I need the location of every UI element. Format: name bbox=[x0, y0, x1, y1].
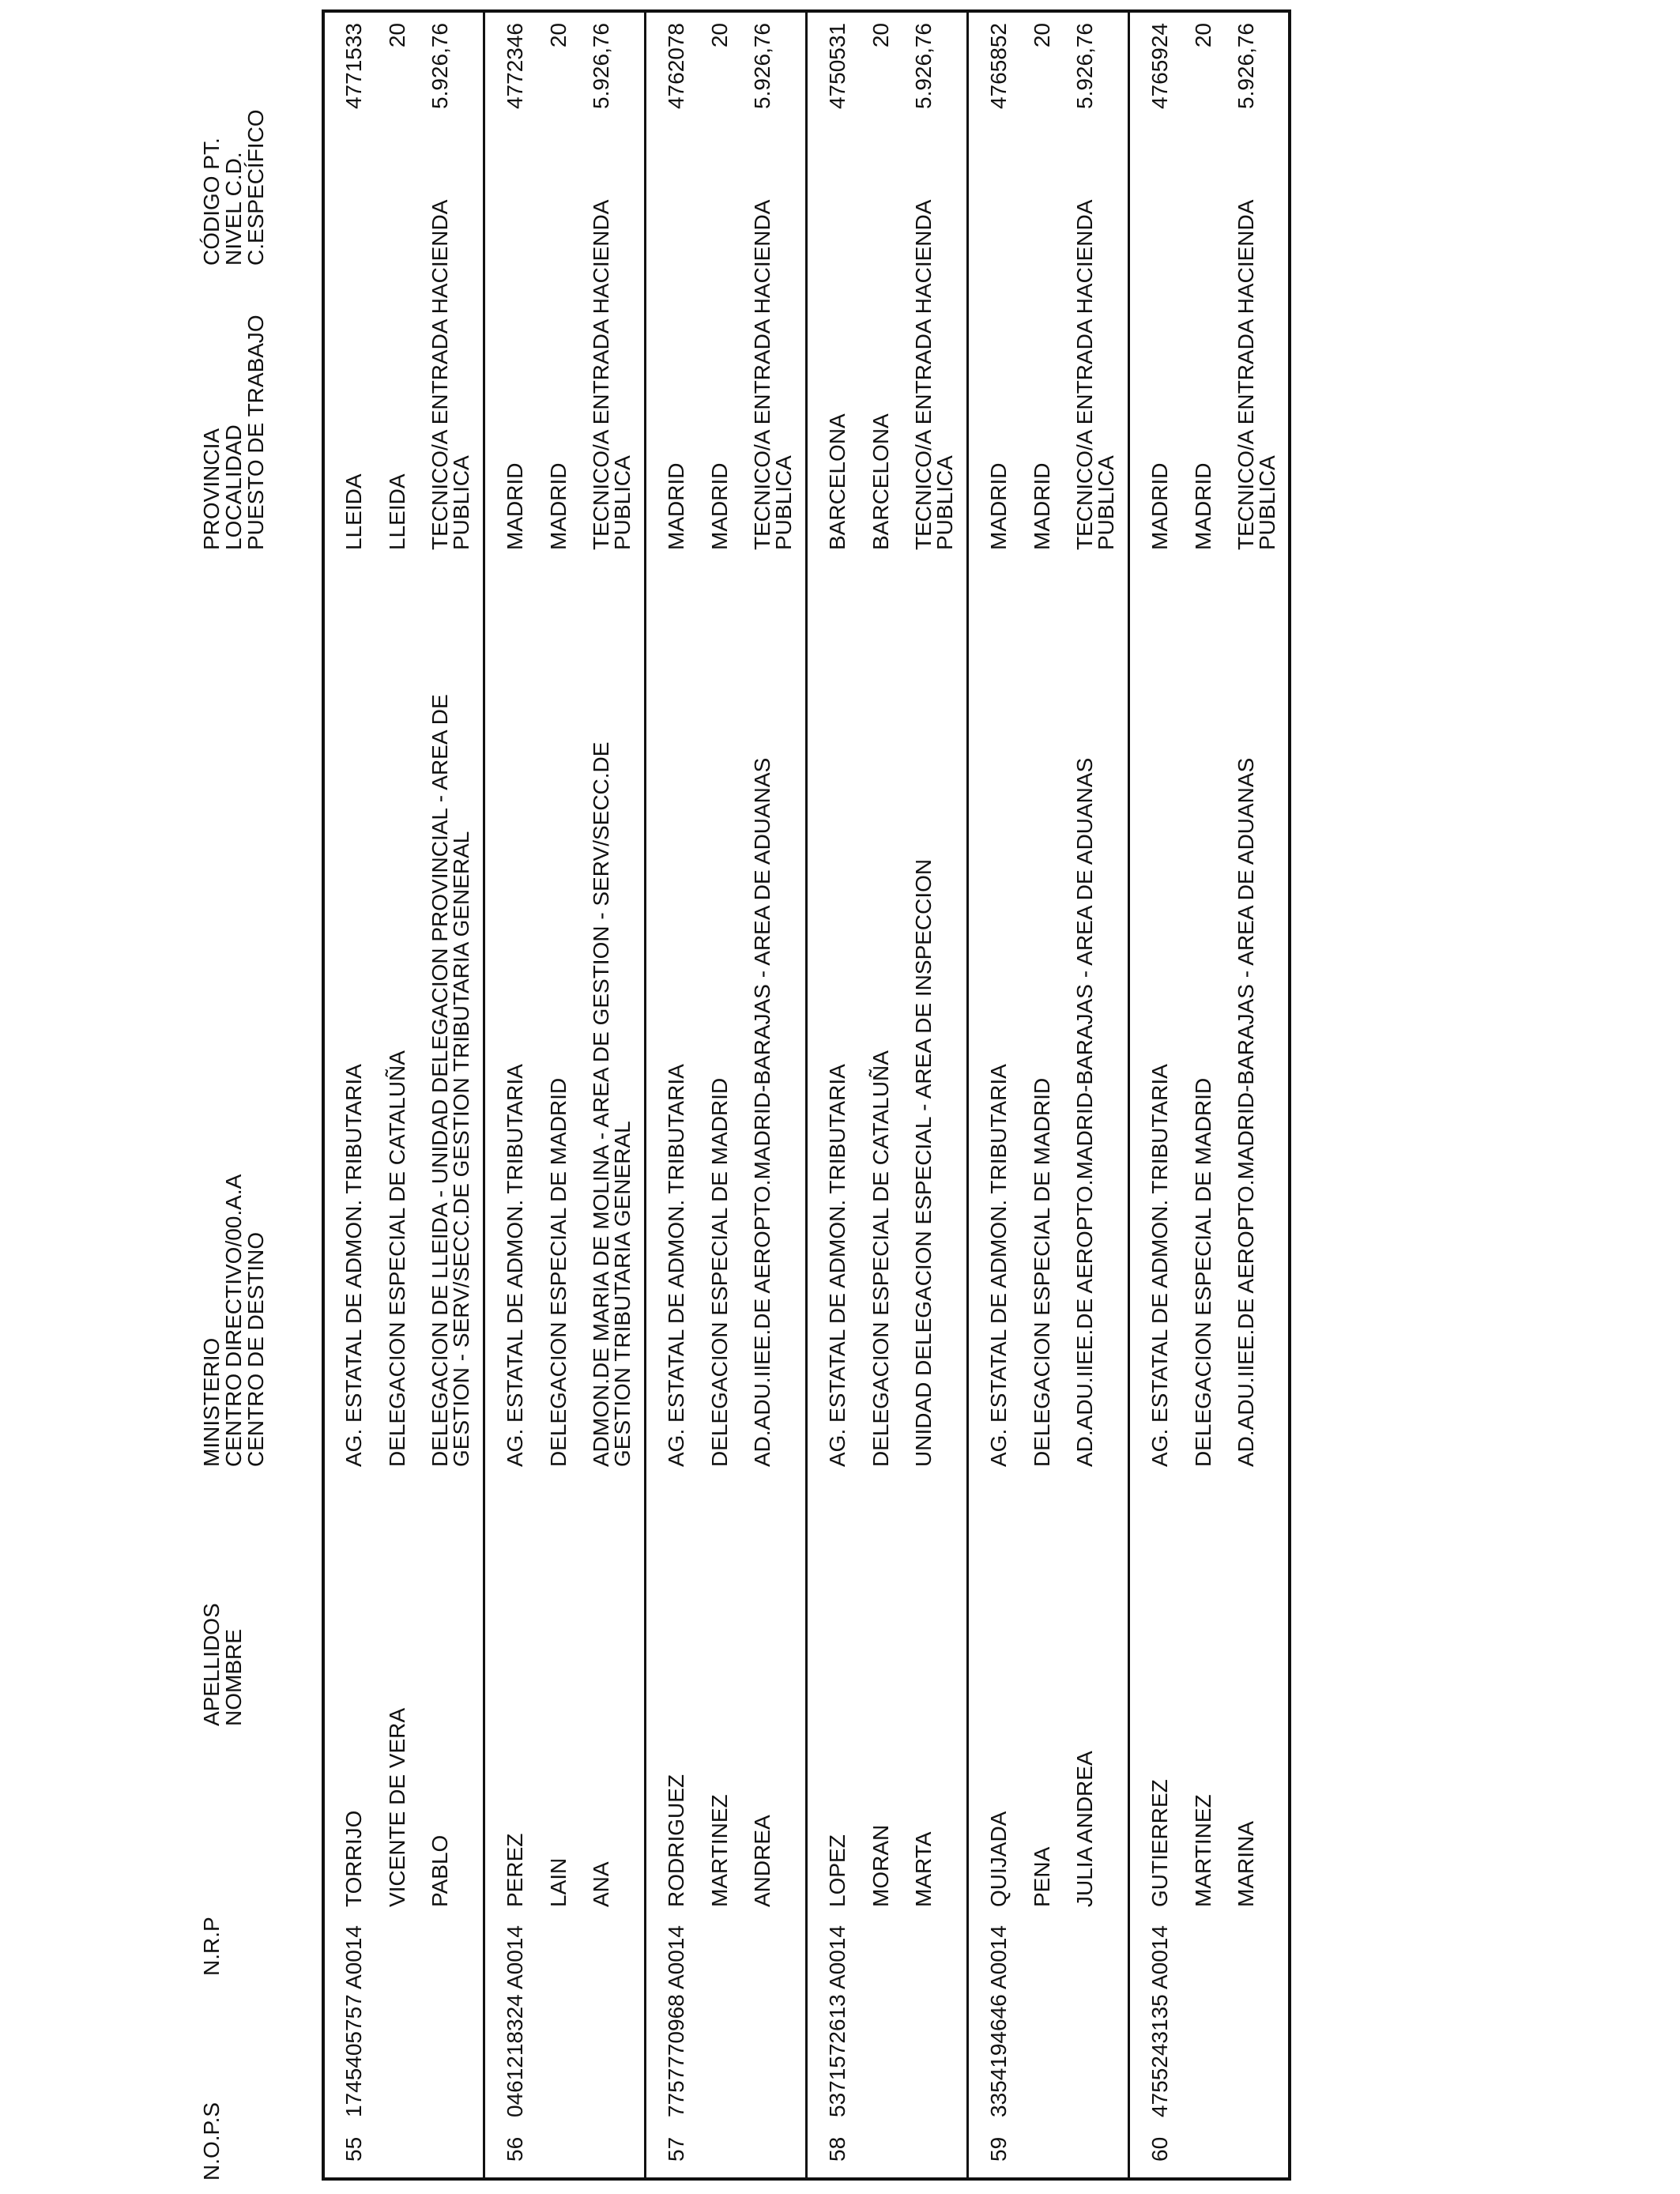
nops-cell: 60 bbox=[1147, 2136, 1172, 2162]
nrp-cell: 0461218324 A0014 bbox=[503, 1925, 527, 2117]
puesto-line1: TECNICO/A ENTRADA HACIENDA bbox=[1234, 199, 1258, 550]
especifico-cell: 5.926,76 bbox=[1234, 23, 1258, 109]
nops-cell: 58 bbox=[825, 2136, 849, 2162]
nombre-cell: PABLO bbox=[428, 1834, 452, 1907]
centro-directivo-cell: DELEGACION ESPECIAL DE MADRID bbox=[707, 1077, 732, 1467]
puesto-line2: PUBLICA bbox=[449, 455, 473, 550]
nops-cell: 59 bbox=[986, 2136, 1011, 2162]
header-provincia-label: PROVINCIA bbox=[199, 428, 224, 550]
centro-directivo-cell: DELEGACION ESPECIAL DE MADRID bbox=[1191, 1077, 1215, 1467]
apellido1-cell: QUIJADA bbox=[986, 1811, 1011, 1907]
codigo-cell: 4765924 bbox=[1147, 23, 1172, 110]
codigo-cell: 4771533 bbox=[341, 23, 366, 110]
especifico-cell: 5.926,76 bbox=[1072, 23, 1097, 109]
localidad-cell: MADRID bbox=[707, 462, 732, 550]
especifico-cell: 5.926,76 bbox=[750, 23, 774, 109]
provincia-cell: MADRID bbox=[1147, 462, 1172, 550]
header-nrp bbox=[201, 1917, 223, 1976]
ministerio-cell: AG. ESTATAL DE ADMON. TRIBUTARIA bbox=[825, 1064, 849, 1467]
localidad-cell: MADRID bbox=[1191, 462, 1215, 550]
header-especifico-label: C.ESPECÍFICO bbox=[243, 109, 268, 266]
header-centro-directivo-label: CENTRO DIRECTIVO/00.A.A bbox=[221, 1174, 246, 1467]
centro-destino-line2: GESTION TRIBUTARIA GENERAL bbox=[610, 1121, 635, 1467]
table-row bbox=[1128, 9, 1289, 2181]
puesto-line1: TECNICO/A ENTRADA HACIENDA bbox=[750, 199, 774, 550]
centro-destino-line1: DELEGACION DE LLEIDA - UNIDAD DELEGACION PROVINCIAL - AREA DE bbox=[428, 694, 452, 1467]
header-codigo-block bbox=[201, 109, 267, 266]
centro-directivo-cell: DELEGACION ESPECIAL DE MADRID bbox=[546, 1077, 571, 1467]
header-puesto-label: PUESTO DE TRABAJO bbox=[243, 315, 268, 550]
header-localidad-label: LOCALIDAD bbox=[221, 424, 246, 550]
header-ministerio-block bbox=[201, 1174, 267, 1467]
apellido2-cell: MORAN bbox=[868, 1824, 893, 1907]
provincia-cell: MADRID bbox=[986, 462, 1011, 550]
header-ministerio-label: MINISTERIO bbox=[199, 1337, 224, 1467]
header-apellidos-label: APELLIDOS bbox=[199, 1603, 224, 1726]
apellido1-cell: RODRIGUEZ bbox=[664, 1774, 688, 1907]
table-row bbox=[805, 9, 966, 2181]
nops-cell: 55 bbox=[341, 2136, 366, 2162]
apellido1-cell: GUTIERREZ bbox=[1147, 1779, 1172, 1907]
centro-destino-line1: AD.ADU.IIEE.DE AEROPTO.MADRID-BARAJAS - AREA DE ADUANAS bbox=[1234, 757, 1258, 1467]
nivel-cell: 20 bbox=[1191, 23, 1215, 48]
nombre-cell: ANDREA bbox=[750, 1815, 774, 1907]
centro-destino-line1: UNIDAD DELEGACION ESPECIAL - AREA DE INSPECCION bbox=[911, 858, 936, 1467]
codigo-cell: 4765852 bbox=[986, 23, 1011, 110]
nivel-cell: 20 bbox=[546, 23, 571, 48]
table-row bbox=[322, 9, 483, 2181]
nombre-cell: JULIA ANDREA bbox=[1072, 1751, 1097, 1907]
apellido2-cell: VICENTE DE VERA bbox=[385, 1707, 409, 1907]
puesto-line2: PUBLICA bbox=[1094, 455, 1118, 550]
header-nops bbox=[201, 2102, 223, 2181]
especifico-cell: 5.926,76 bbox=[589, 23, 613, 109]
nops-cell: 56 bbox=[503, 2136, 527, 2162]
codigo-cell: 4762078 bbox=[664, 23, 688, 110]
puesto-line1: TECNICO/A ENTRADA HACIENDA bbox=[1072, 199, 1097, 550]
centro-destino-line1: ADMON.DE MARIA DE MOLINA - AREA DE GESTION - SERV/SECC.DE bbox=[589, 741, 613, 1467]
apellido2-cell: PENA bbox=[1030, 1846, 1054, 1907]
header-provincia-block bbox=[201, 315, 267, 550]
provincia-cell: LLEIDA bbox=[341, 473, 366, 550]
puesto-line2: PUBLICA bbox=[1255, 455, 1279, 550]
puesto-line2: PUBLICA bbox=[610, 455, 635, 550]
localidad-cell: BARCELONA bbox=[868, 413, 893, 550]
especifico-cell: 5.926,76 bbox=[911, 23, 936, 109]
apellido2-cell: MARTINEZ bbox=[1191, 1794, 1215, 1907]
nrp-cell: 1745405757 A0014 bbox=[341, 1925, 366, 2117]
nrp-cell: 3354194646 A0014 bbox=[986, 1925, 1011, 2117]
ministerio-cell: AG. ESTATAL DE ADMON. TRIBUTARIA bbox=[341, 1064, 366, 1467]
table-row bbox=[483, 9, 644, 2181]
nrp-cell: 7757770968 A0014 bbox=[664, 1925, 688, 2117]
puesto-line1: TECNICO/A ENTRADA HACIENDA bbox=[428, 199, 452, 550]
centro-destino-line1: AD.ADU.IIEE.DE AEROPTO.MADRID-BARAJAS - AREA DE ADUANAS bbox=[1072, 757, 1097, 1467]
ministerio-cell: AG. ESTATAL DE ADMON. TRIBUTARIA bbox=[986, 1064, 1011, 1467]
puesto-line2: PUBLICA bbox=[771, 455, 796, 550]
centro-directivo-cell: DELEGACION ESPECIAL DE CATALUÑA bbox=[868, 1050, 893, 1467]
ministerio-cell: AG. ESTATAL DE ADMON. TRIBUTARIA bbox=[664, 1064, 688, 1467]
nrp-cell: 5371572613 A0014 bbox=[825, 1925, 849, 2117]
puesto-line1: TECNICO/A ENTRADA HACIENDA bbox=[589, 199, 613, 550]
centro-directivo-cell: DELEGACION ESPECIAL DE MADRID bbox=[1030, 1077, 1054, 1467]
nivel-cell: 20 bbox=[868, 23, 893, 48]
localidad-cell: LLEIDA bbox=[385, 473, 409, 550]
nops-cell: 57 bbox=[664, 2136, 688, 2162]
especifico-cell: 5.926,76 bbox=[428, 23, 452, 109]
apellido1-cell: PEREZ bbox=[503, 1833, 527, 1907]
ministerio-cell: AG. ESTATAL DE ADMON. TRIBUTARIA bbox=[503, 1064, 527, 1467]
centro-directivo-cell: DELEGACION ESPECIAL DE CATALUÑA bbox=[385, 1050, 409, 1467]
puesto-line2: PUBLICA bbox=[932, 455, 957, 550]
nivel-cell: 20 bbox=[1030, 23, 1054, 48]
header-nops-label: N.O.P.S bbox=[199, 2102, 224, 2181]
nivel-cell: 20 bbox=[385, 23, 409, 48]
header-nivel-label: NIVEL C.D. bbox=[221, 152, 246, 266]
header-codigo-label: CÓDIGO PT. bbox=[199, 138, 224, 266]
centro-destino-line1: AD.ADU.IIEE.DE AEROPTO.MADRID-BARAJAS - AREA DE ADUANAS bbox=[750, 757, 774, 1467]
apellido1-cell: LOPEZ bbox=[825, 1834, 849, 1907]
nombre-cell: ANA bbox=[589, 1861, 613, 1907]
nombre-cell: MARTA bbox=[911, 1831, 936, 1907]
provincia-cell: MADRID bbox=[503, 462, 527, 550]
header-nrp-label: N.R.P bbox=[199, 1917, 224, 1976]
localidad-cell: MADRID bbox=[1030, 462, 1054, 550]
table-row bbox=[644, 9, 805, 2181]
header-apellidos-nombre bbox=[201, 1603, 245, 1726]
apellido2-cell: LAIN bbox=[546, 1857, 571, 1907]
provincia-cell: BARCELONA bbox=[825, 413, 849, 550]
provincia-cell: MADRID bbox=[664, 462, 688, 550]
nrp-cell: 4755243135 A0014 bbox=[1147, 1925, 1172, 2117]
localidad-cell: MADRID bbox=[546, 462, 571, 550]
header-nombre-label: NOMBRE bbox=[221, 1629, 246, 1726]
apellido2-cell: MARTINEZ bbox=[707, 1794, 732, 1907]
codigo-cell: 4750531 bbox=[825, 23, 849, 110]
nivel-cell: 20 bbox=[707, 23, 732, 48]
nombre-cell: MARINA bbox=[1234, 1821, 1258, 1907]
codigo-cell: 4772346 bbox=[503, 23, 527, 110]
header-centro-destino-label: CENTRO DE DESTINO bbox=[243, 1231, 268, 1467]
puesto-line1: TECNICO/A ENTRADA HACIENDA bbox=[911, 199, 936, 550]
centro-destino-line2: GESTION - SERV/SECC.DE GESTION TRIBUTARIA GENERAL bbox=[449, 831, 473, 1467]
table-row bbox=[966, 9, 1128, 2181]
apellido1-cell: TORRIJO bbox=[341, 1810, 366, 1907]
ministerio-cell: AG. ESTATAL DE ADMON. TRIBUTARIA bbox=[1147, 1064, 1172, 1467]
